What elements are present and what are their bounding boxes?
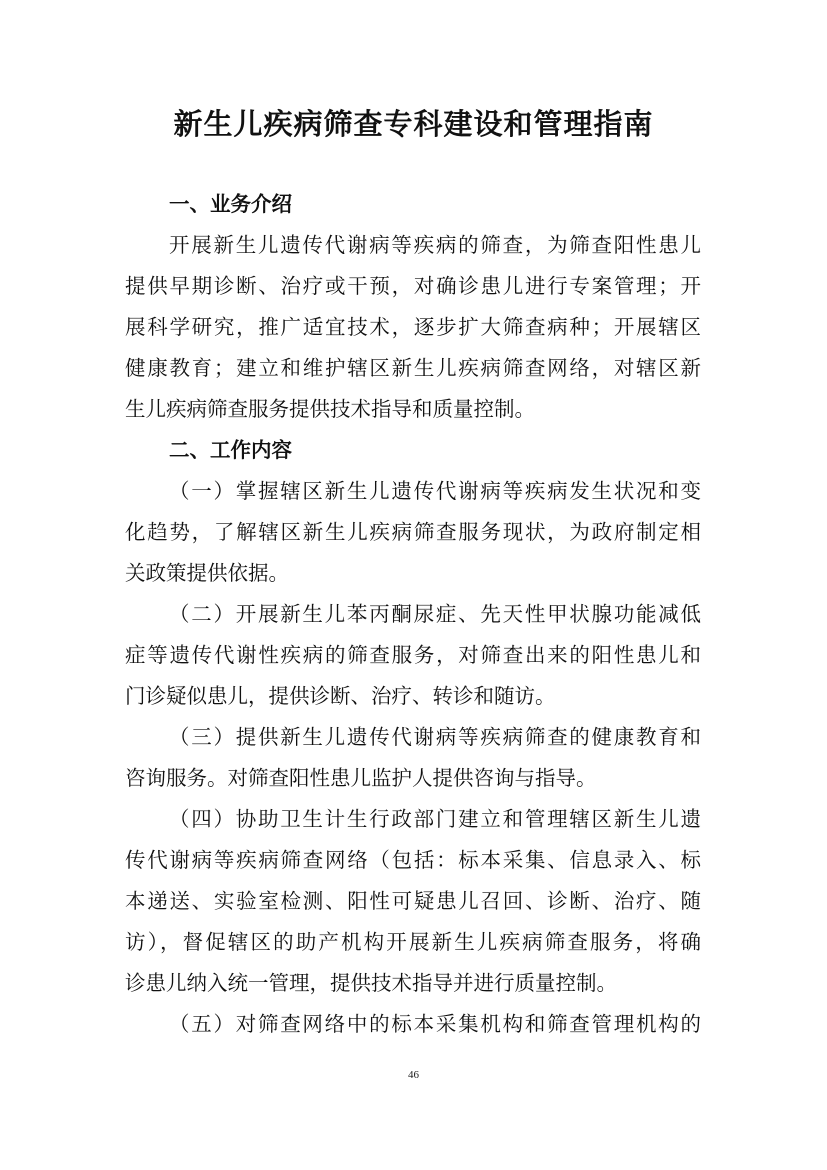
paragraph-line: 门诊疑似患儿，提供诊断、治疗、转诊和随访。 [125,684,556,708]
document-title: 新生儿疾病筛查专科建设和管理指南 [173,107,654,141]
paragraph-line: 症等遗传代谢性疾病的筛查服务，对筛查出来的阳性患儿和 [125,643,701,667]
section-heading: 二、工作内容 [169,438,292,462]
paragraph-line: （一）掌握辖区新生儿遗传代谢病等疾病发生状况和变 [169,479,701,503]
document-body [125,184,701,1045]
paragraph-line: 访），督促辖区的助产机构开展新生儿疾病筛查服务，将确 [125,930,701,954]
paragraph-line: 诊患儿纳入统一管理，提供技术指导并进行质量控制。 [125,971,617,995]
paragraph-line: 化趋势，了解辖区新生儿疾病筛查服务现状，为政府制定相 [125,520,701,544]
paragraph-line: 关政策提供依据。 [125,561,289,585]
paragraph-line: 开展新生儿遗传代谢病等疾病的筛查，为筛查阳性患儿 [169,233,701,257]
paragraph-line: 生儿疾病筛查服务提供技术指导和质量控制。 [125,397,535,421]
paragraph-line: （五）对筛查网络中的标本采集机构和筛查管理机构的 [169,1012,701,1036]
paragraph-line: 咨询服务。对筛查阳性患儿监护人提供咨询与指导。 [125,766,597,790]
paragraph-line: （三）提供新生儿遗传代谢病等疾病筛查的健康教育和 [169,725,701,749]
paragraph-line: 展科学研究，推广适宜技术，逐步扩大筛查病种；开展辖区 [125,315,701,339]
paragraph-line: （二）开展新生儿苯丙酮尿症、先天性甲状腺功能减低 [169,602,701,626]
paragraph-line: 本递送、实验室检测、阳性可疑患儿召回、诊断、治疗、随 [125,889,701,913]
paragraph-line: （四）协助卫生计生行政部门建立和管理辖区新生儿遗 [169,807,701,831]
paragraph-line: 健康教育；建立和维护辖区新生儿疾病筛查网络，对辖区新 [125,356,701,380]
paragraph-line: 传代谢病等疾病筛查网络（包括：标本采集、信息录入、标 [125,848,701,872]
paragraph-line: 提供早期诊断、治疗或干预，对确诊患儿进行专案管理；开 [125,274,701,298]
page-number: 46 [408,1069,419,1081]
section-heading: 一、业务介绍 [169,192,292,216]
